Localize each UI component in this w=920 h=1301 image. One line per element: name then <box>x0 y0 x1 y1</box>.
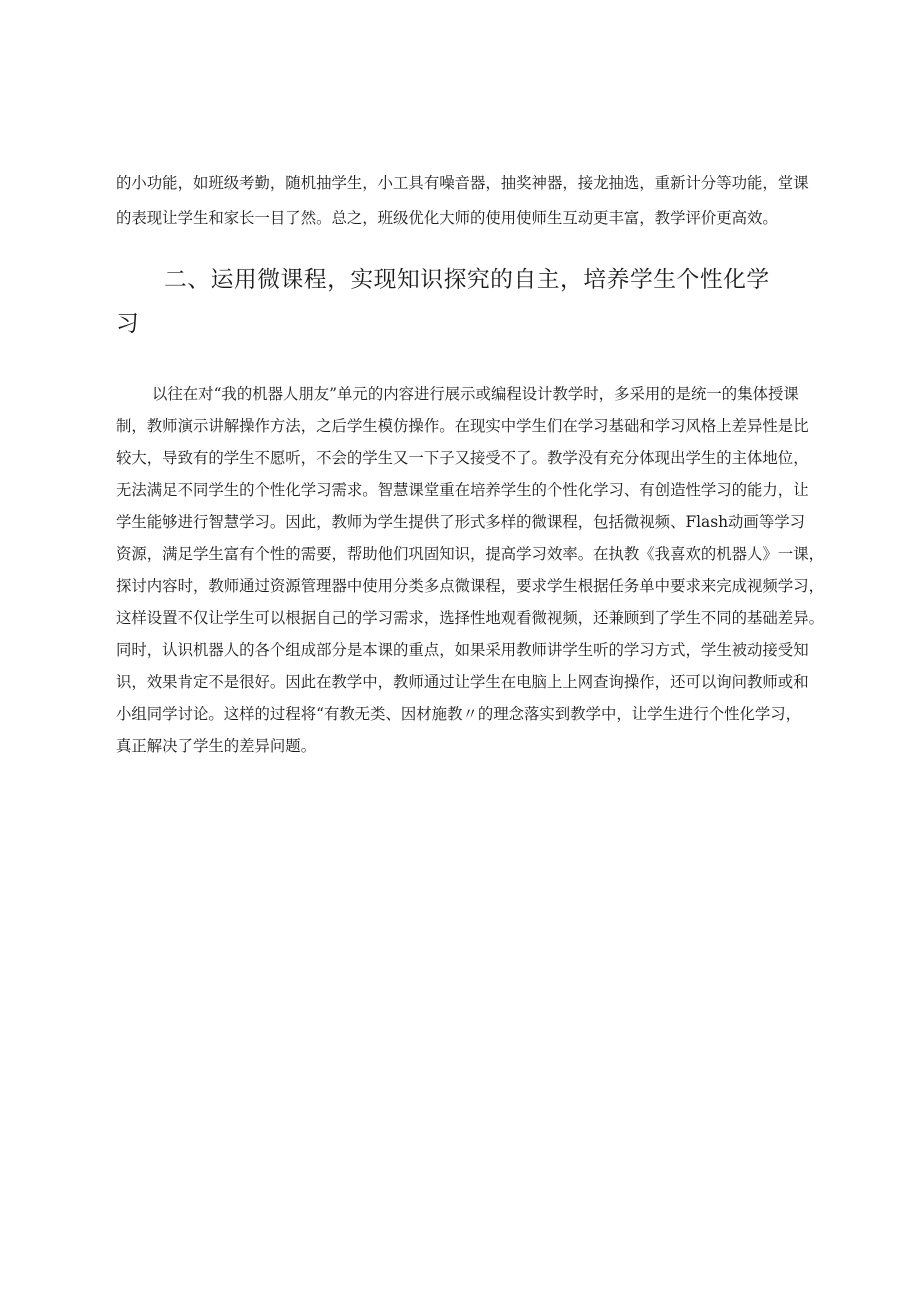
paragraph-class-optimizer <box>116 166 809 236</box>
text-line: 同时，认识机器人的各个组成部分是本课的重点，如果采用教师讲学生听的学习方式，学生被动接受知 <box>116 641 809 659</box>
paragraph-micro-courses <box>116 378 824 762</box>
text-line: 探讨内容时，教师通过资源管理器中使用分类多点微课程，要求学生根据任务单中要求来完成视频学习， <box>116 577 824 595</box>
text-line: 识，效果肯定不是很好。因此在教学中，教师通过让学生在电脑上上网查询操作，还可以询问教师或和 <box>116 673 809 691</box>
text-line: 的表现让学生和家长一目了然。总之，班级优化大师的使用使师生互动更丰富，教学评价更高效。 <box>116 209 778 227</box>
text-line: 学生能够进行智慧学习。因此，教师为学生提供了形式多样的微课程，包括微视频、Flash动画等学习 <box>116 513 805 531</box>
text-line: 制，教师演示讲解操作方法，之后学生模仿操作。在现实中学生们在学习基础和学习风格上差异性是比 <box>116 417 809 435</box>
text-line: 这样设置不仅让学生可以根据自己的学习需求，选择性地观看微视频，还兼顾到了学生不同的基础差异。 <box>116 609 824 627</box>
text-line: 小组同学讨论。这样的过程将“有教无类、因材施教〃的理念落实到教学中，让学生进行个性化学习， <box>116 705 802 723</box>
text-line: 较大，导致有的学生不愿听，不会的学生又一下子又接受不了。教学没有充分体现出学生的主体地位， <box>116 449 809 467</box>
text-line: 以往在对“我的机器人朋友”单元的内容进行展示或编程设计教学时，多采用的是统一的集体授课 <box>152 385 799 403</box>
text-line: 无法满足不同学生的个性化学习需求。智慧课堂重在培养学生的个性化学习、有创造性学习的能力，让 <box>116 481 809 499</box>
section-heading <box>116 258 806 346</box>
text-line: 真正解决了学生的差异问题。 <box>116 737 317 755</box>
text-line: 资源，满足学生富有个性的需要，帮助他们巩固知识，提高学习效率。在执教《我喜欢的机器人》一课， <box>116 545 824 563</box>
heading-line: 二、运用微课程，实现知识探究的自主，培养学生个性化学 <box>164 267 770 293</box>
heading-line: 习 <box>116 311 140 337</box>
text-line: 的小功能，如班级考勤，随机抽学生，小工具有噪音器，抽奖神器，接龙抽选，重新计分等功能，堂课 <box>116 174 809 192</box>
